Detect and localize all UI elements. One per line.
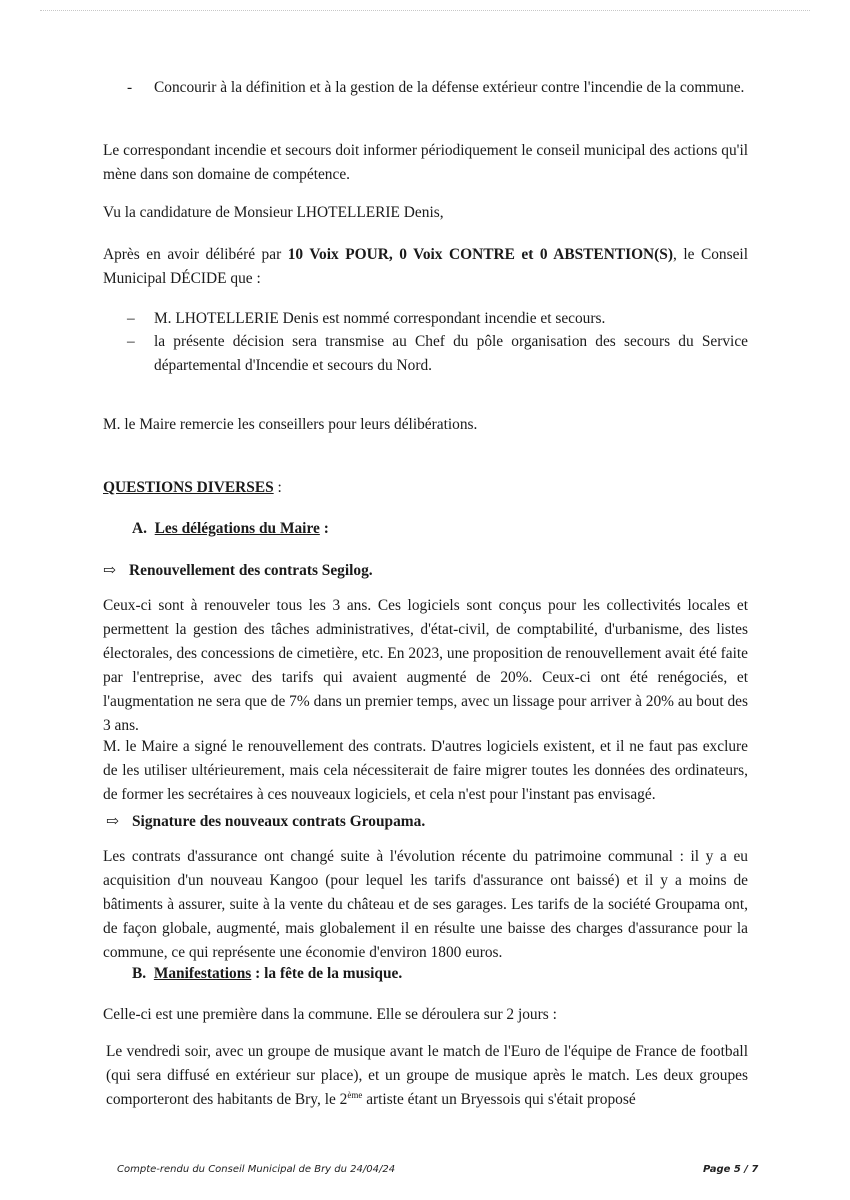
footer-title: Compte-rendu du Conseil Municipal de Bry du 24/04/24 xyxy=(117,1164,396,1175)
paragraph-segilog-2: M. le Maire a signé le renouvellement des contrats. D'autres logiciels existent, et il ne faut pas exclure de les utiliser ultérieurement, mais cela nécessiterait de faire migrer toutes les données des ordinateurs, de former les secrétaires à ces nouveaux logiciels, et cela n'est pour l'instant pas envisagé. xyxy=(103,738,748,803)
item-title: Signature des nouveaux contrats Groupama. xyxy=(132,813,426,830)
vendredi-text: Le vendredi soir, avec un groupe de musique avant le match de l'Euro de l'équipe de France de football (qui sera diffusé en extérieur sur place), et un groupe de musique après le match. Les deux groupes comporteront des habitants de Bry, le 2 xyxy=(106,1043,748,1108)
section-heading xyxy=(103,476,748,500)
paragraph-groupama: Les contrats d'assurance ont changé suite à l'évolution récente du patrimoine communal : il y a eu acquisition d'un nouveau Kangoo (pour lequel les tarifs d'assurance ont baissé) et il y a moins de bâtiments à assurer, suite à la vente du château et de ses garages. Les tarifs de la société Groupama ont, de façon globale, augmenté, mais globalement il en résulte une baisse des charges d'assurance pour la commune, ce qui représente une économie d'environ 1800 euros. xyxy=(103,848,748,961)
bullet-mark: - xyxy=(127,79,133,96)
subsection-letter: B. xyxy=(132,965,147,982)
vote-suffix: , le Conseil Municipal DÉCIDE que : xyxy=(103,246,748,287)
vote-result: 10 Voix POUR, 0 Voix CONTRE et 0 ABSTENTION(S) xyxy=(287,246,673,263)
bullet-text: M. LHOTELLERIE Denis est nommé correspondant incendie et secours. xyxy=(154,310,606,327)
bullet-text: Concourir à la définition et à la gestion de la défense extérieur contre l'incendie de la commune. xyxy=(154,79,745,96)
subsection-title: Manifestations xyxy=(153,965,252,982)
paragraph-maire: M. le Maire remercie les conseillers pour leurs délibérations. xyxy=(103,416,478,433)
bullet-mark: – xyxy=(127,310,135,327)
vendredi-text-end: artiste étant un Bryessois qui s'était proposé xyxy=(362,1091,636,1108)
subsection-b-heading xyxy=(132,962,777,986)
paragraph-segilog-1: Ceux-ci sont à renouveler tous les 3 ans. Ces logiciels sont conçus pour les collectivités locales et permettent la gestion des tâches administratives, d'état-civil, de comptabilité, d'urbanisme, des listes électorales, des concessions de cimetière, etc. En 2023, une proposition de renouvellement avait été faite par l'entreprise, avec des tarifs qui avaient augmenté de 20%. Ceux-ci ont été renégociés, et l'augmentation ne sera que de 7% dans un premier temps, avec un lissage pour arriver à 20% au bout des 3 ans. xyxy=(103,597,748,734)
subsection-title: Les délégations du Maire xyxy=(154,520,320,537)
section-title-suffix: : xyxy=(273,479,282,496)
subsection-letter: A. xyxy=(132,520,147,537)
scan-edge-line xyxy=(40,10,810,11)
item-heading-groupama xyxy=(106,810,751,834)
bullet-mark: – xyxy=(127,333,135,350)
subsection-a-heading xyxy=(132,517,777,541)
arrow-right-icon: ⇨ xyxy=(106,813,119,830)
paragraph-candidature: Vu la candidature de Monsieur LHOTELLERIE Denis, xyxy=(103,204,444,221)
subsection-suffix: : la fête de la musique. xyxy=(251,965,403,982)
ordinal-suffix: ème xyxy=(347,1089,363,1100)
arrow-right-icon: ⇨ xyxy=(103,562,116,579)
section-title: QUESTIONS DIVERSES xyxy=(103,479,274,496)
paragraph-correspondant: Le correspondant incendie et secours doit informer périodiquement le conseil municipal des actions qu'il mène dans son domaine de compétence. xyxy=(103,142,748,183)
paragraph-vote xyxy=(103,243,748,291)
footer-page-number: Page 5 / 7 xyxy=(703,1164,759,1175)
bullet-text: la présente décision sera transmise au Chef du pôle organisation des secours du Service départemental d'Incendie et secours du Nord. xyxy=(154,333,748,374)
paragraph-vendredi xyxy=(106,1040,748,1112)
subsection-suffix: : xyxy=(319,520,329,537)
paragraph-fete: Celle-ci est une première dans la commune. Elle se déroulera sur 2 jours : xyxy=(103,1006,557,1023)
item-heading-segilog xyxy=(103,559,748,583)
item-title: Renouvellement des contrats Segilog. xyxy=(129,562,373,579)
vote-prefix: Après en avoir délibéré par xyxy=(103,246,288,263)
